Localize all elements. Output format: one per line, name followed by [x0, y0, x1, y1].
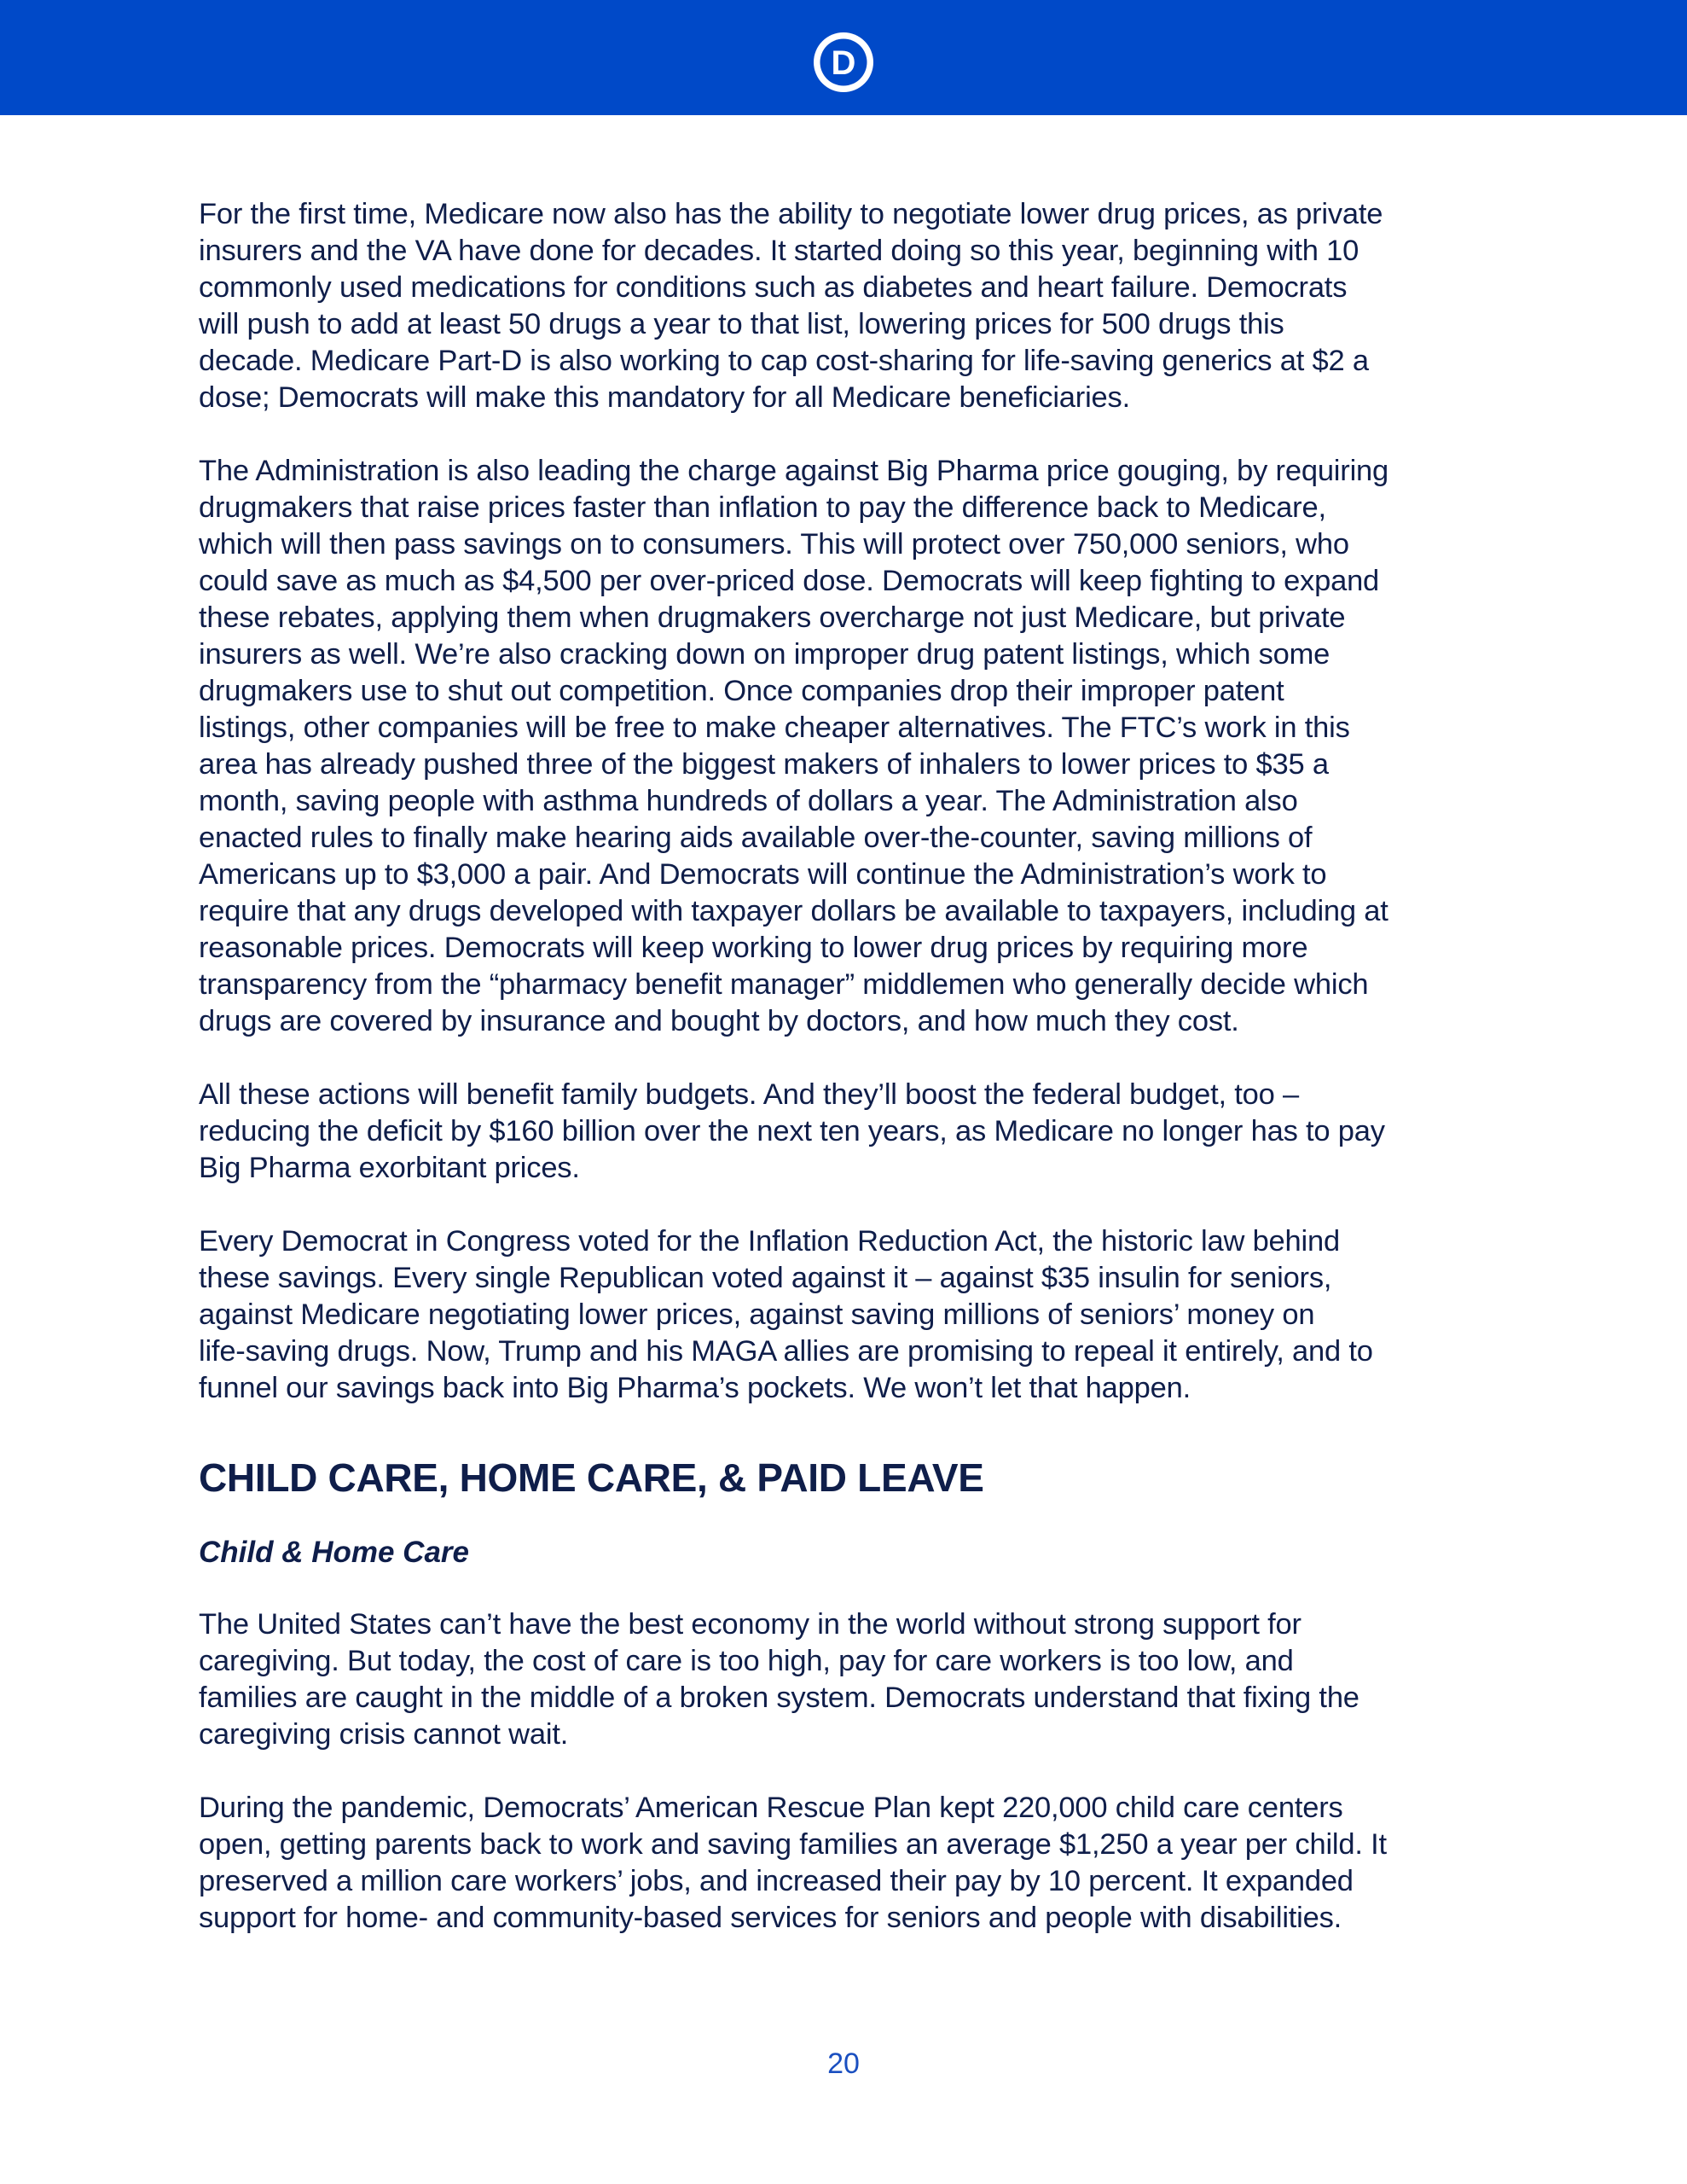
- sub-heading: Child & Home Care: [199, 1536, 469, 1569]
- paragraph-line: area has already pushed three of the biggest makers of inhalers to lower prices to $35 a: [199, 748, 1329, 781]
- paragraph-line: require that any drugs developed with taxpayer dollars be available to taxpayers, including at: [199, 895, 1388, 927]
- top-paragraphs: [199, 196, 1495, 1407]
- paragraph-line: drugs are covered by insurance and bought by doctors, and how much they cost.: [199, 1005, 1239, 1037]
- paragraph-line: All these actions will benefit family budgets. And they’ll boost the federal budget, too –: [199, 1078, 1299, 1111]
- paragraph-line: transparency from the “pharmacy benefit manager” middlemen who generally decide which: [199, 968, 1369, 1001]
- paragraph-line: Every Democrat in Congress voted for the Inflation Reduction Act, the historic law behind: [199, 1225, 1340, 1258]
- paragraph-line: caregiving crisis cannot wait.: [199, 1718, 569, 1751]
- paragraph-line: these rebates, applying them when drugmakers overcharge not just Medicare, but private: [199, 601, 1346, 634]
- paragraph-line: reducing the deficit by $160 billion over the next ten years, as Medicare no longer has to pay: [199, 1115, 1385, 1147]
- paragraph-line: families are caught in the middle of a broken system. Democrats understand that fixing the: [199, 1682, 1359, 1714]
- section-heading: CHILD CARE, HOME CARE, & PAID LEAVE: [199, 1455, 984, 1500]
- paragraph-line: dose; Democrats will make this mandatory for all Medicare beneficiaries.: [199, 381, 1130, 414]
- paragraph-line: The United States can’t have the best economy in the world without strong support for: [199, 1608, 1301, 1641]
- paragraph-line: decade. Medicare Part-D is also working to cap cost-sharing for life-saving generics at $2 a: [199, 345, 1369, 377]
- paragraph: [199, 196, 1495, 416]
- document-body: [199, 196, 1495, 1973]
- paragraph-line: funnel our savings back into Big Pharma’s pockets. We won’t let that happen.: [199, 1372, 1191, 1404]
- paragraph-line: will push to add at least 50 drugs a year to that list, lowering prices for 500 drugs this: [199, 308, 1284, 340]
- paragraph-line: For the first time, Medicare now also has the ability to negotiate lower drug prices, as private: [199, 198, 1383, 230]
- paragraph-line: these savings. Every single Republican voted against it – against $35 insulin for seniors,: [199, 1262, 1332, 1294]
- paragraph-line: Americans up to $3,000 a pair. And Democrats will continue the Administration’s work to: [199, 858, 1327, 891]
- paragraph-line: caregiving. But today, the cost of care is too high, pay for care workers is too low, and: [199, 1645, 1294, 1677]
- bottom-paragraphs: [199, 1606, 1495, 1937]
- paragraph: [199, 1790, 1495, 1937]
- paragraph-line: During the pandemic, Democrats’ American Rescue Plan kept 220,000 child care centers: [199, 1792, 1343, 1824]
- paragraph-line: insurers and the VA have done for decades. It started doing so this year, beginning with 10: [199, 235, 1359, 267]
- svg-text:D: D: [831, 44, 856, 82]
- democratic-party-logo-icon: [812, 31, 875, 94]
- paragraph-line: against Medicare negotiating lower prices, against saving millions of seniors’ money on: [199, 1298, 1315, 1331]
- paragraph-line: insurers as well. We’re also cracking down on improper drug patent listings, which some: [199, 638, 1330, 671]
- paragraph-line: The Administration is also leading the charge against Big Pharma price gouging, by requiring: [199, 455, 1389, 487]
- paragraph-line: listings, other companies will be free to make cheaper alternatives. The FTC’s work in this: [199, 712, 1350, 744]
- paragraph: [199, 1606, 1495, 1753]
- paragraph-line: reasonable prices. Democrats will keep working to lower drug prices by requiring more: [199, 932, 1308, 964]
- paragraph-line: month, saving people with asthma hundreds of dollars a year. The Administration also: [199, 785, 1298, 817]
- paragraph-line: drugmakers use to shut out competition. Once companies drop their improper patent: [199, 675, 1284, 707]
- paragraph-line: drugmakers that raise prices faster than inflation to pay the difference back to Medicare,: [199, 491, 1326, 524]
- paragraph-line: commonly used medications for conditions such as diabetes and heart failure. Democrats: [199, 271, 1348, 304]
- header-bar: [0, 0, 1687, 115]
- page-number: 20: [827, 2048, 860, 2080]
- paragraph-line: enacted rules to finally make hearing aids available over-the-counter, saving millions of: [199, 822, 1313, 854]
- paragraph-line: preserved a million care workers’ jobs, and increased their pay by 10 percent. It expanded: [199, 1865, 1354, 1897]
- paragraph: [199, 1223, 1495, 1407]
- paragraph-line: which will then pass savings on to consumers. This will protect over 750,000 seniors, who: [199, 528, 1349, 561]
- paragraph: [199, 453, 1495, 1040]
- paragraph-line: life-saving drugs. Now, Trump and his MAGA allies are promising to repeal it entirely, and to: [199, 1335, 1373, 1368]
- paragraph-line: could save as much as $4,500 per over-priced dose. Democrats will keep fighting to expand: [199, 565, 1380, 597]
- paragraph: [199, 1077, 1495, 1187]
- paragraph-line: Big Pharma exorbitant prices.: [199, 1152, 580, 1184]
- paragraph-line: open, getting parents back to work and saving families an average $1,250 a year per child. It: [199, 1828, 1387, 1861]
- paragraph-line: support for home- and community-based services for seniors and people with disabilities.: [199, 1902, 1342, 1934]
